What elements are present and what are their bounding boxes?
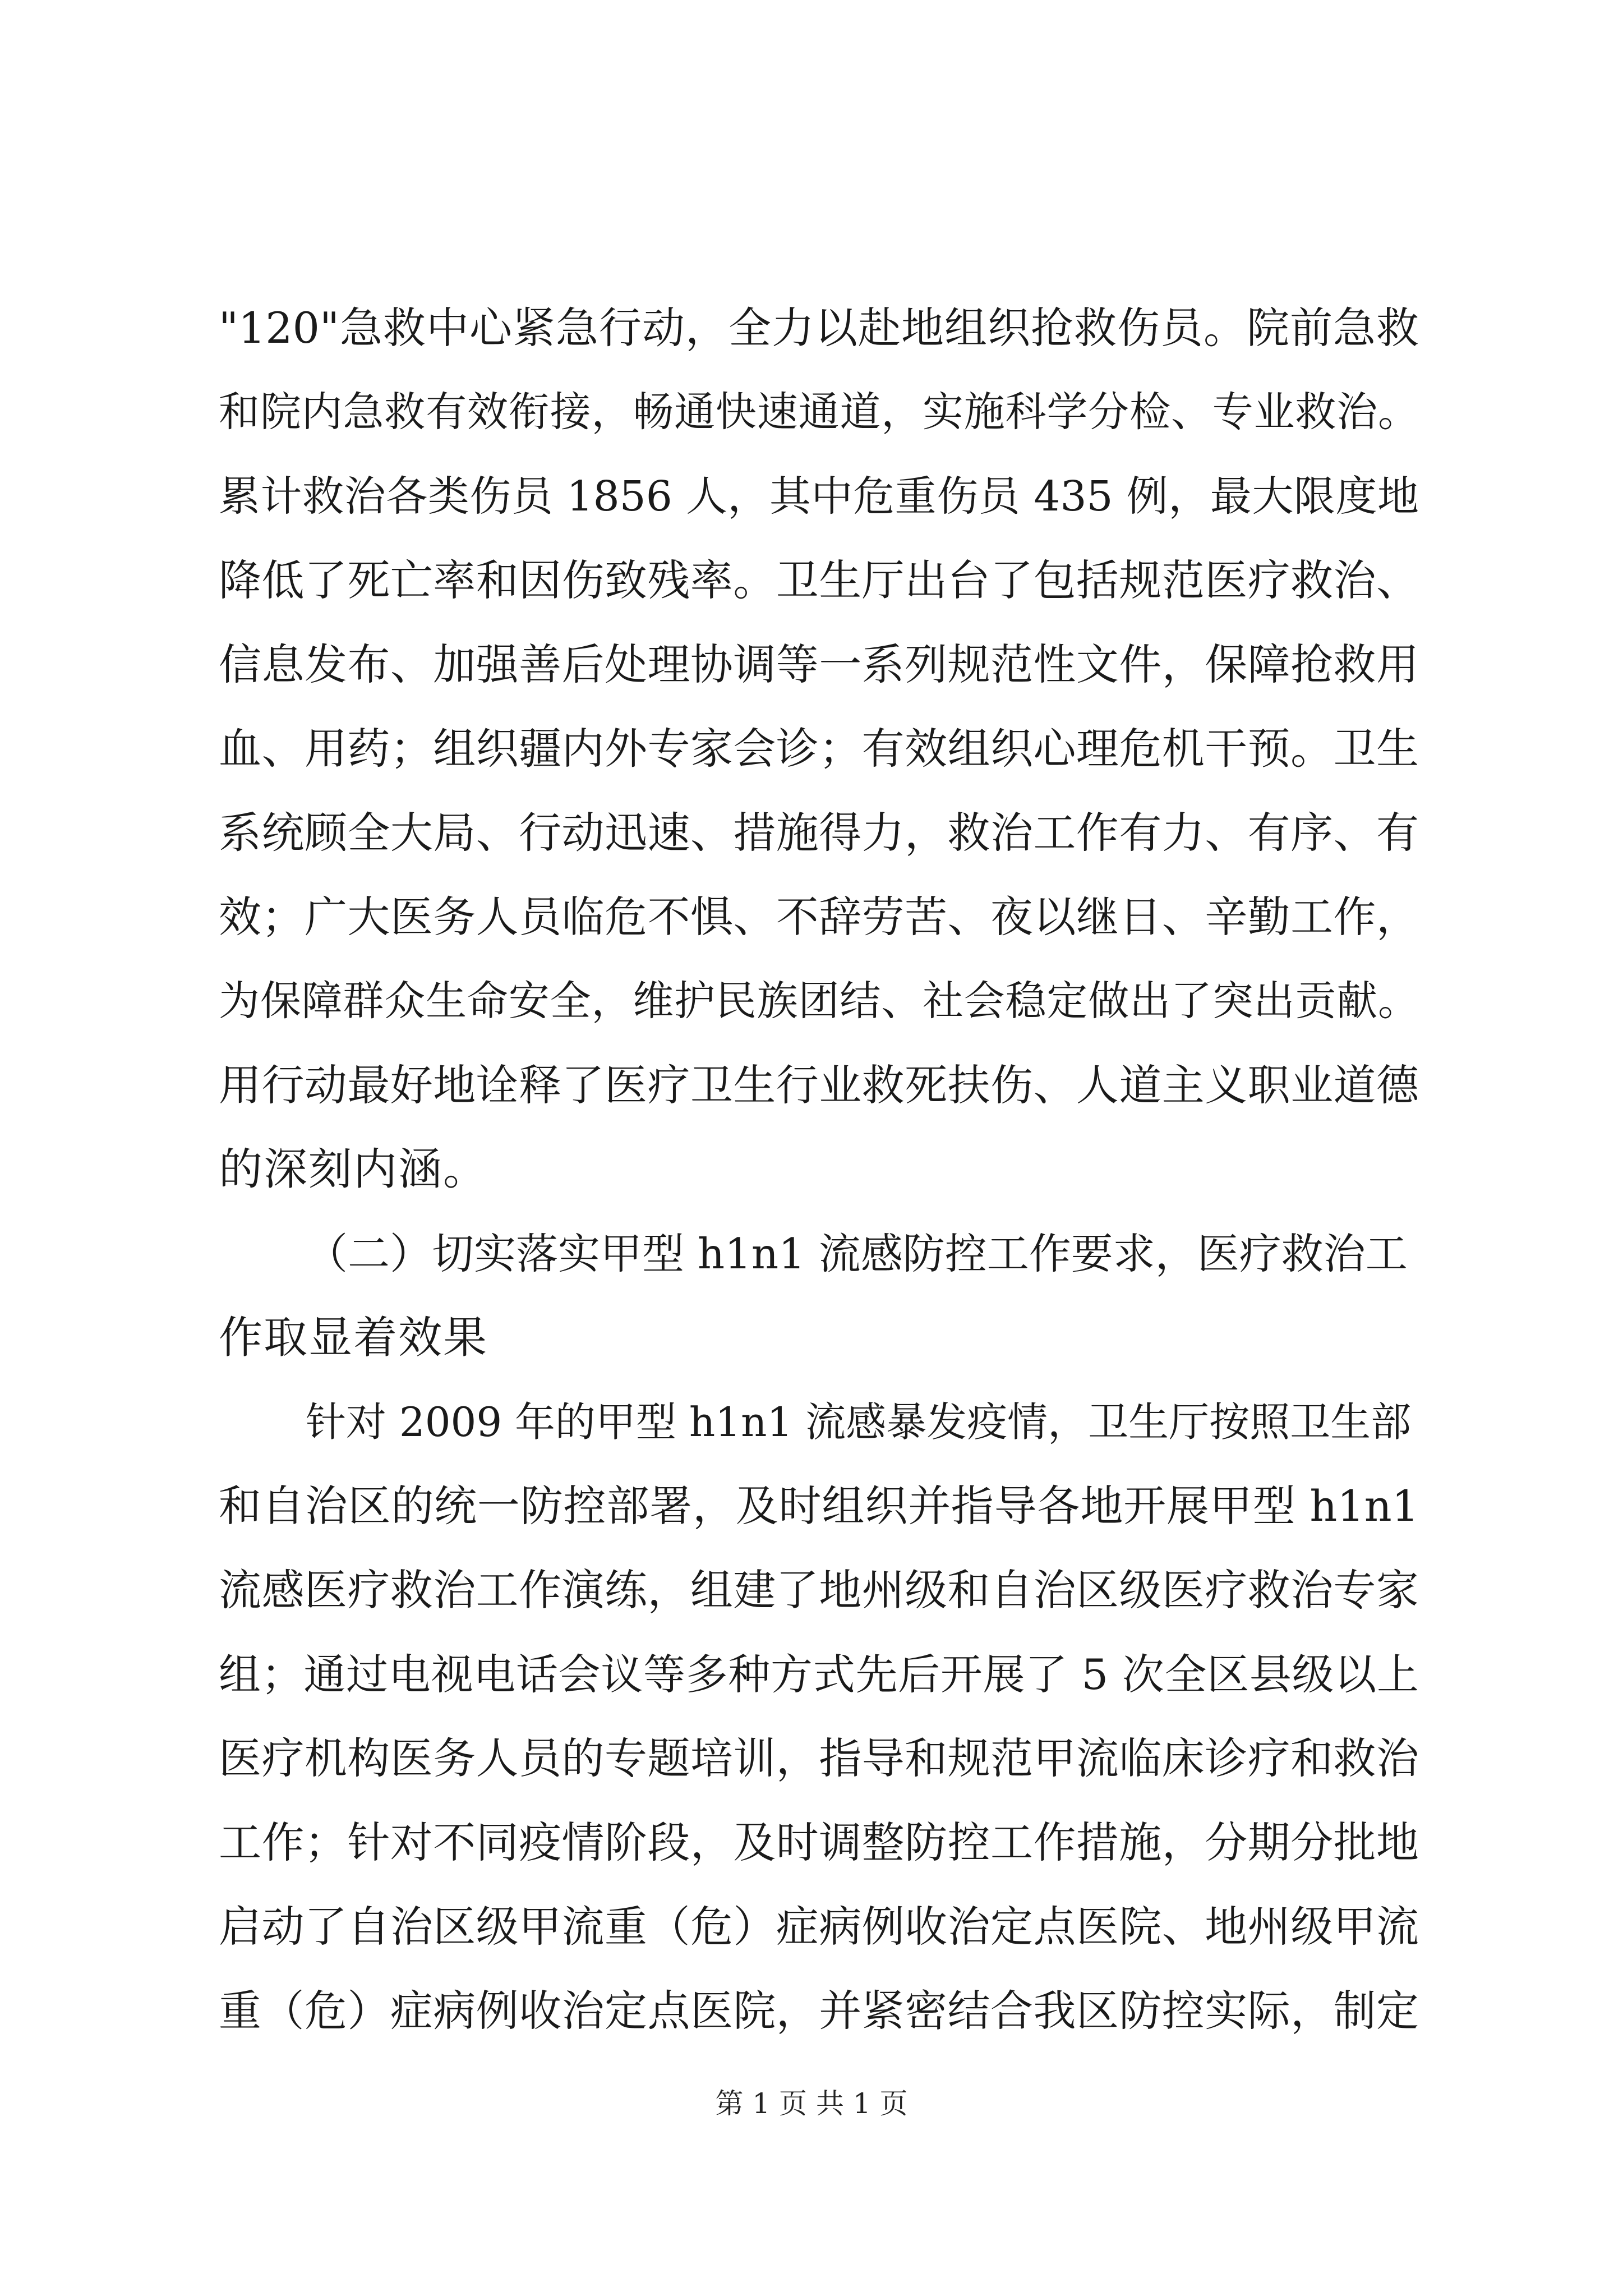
body-text-line: 血、用药；组织疆内外专家会诊；有效组织心理危机干预。卫生 — [219, 724, 1419, 774]
body-text-line: 医疗机构医务人员的专题培训，指导和规范甲流临床诊疗和救治 — [219, 1733, 1419, 1783]
body-text-line: 效；广大医务人员临危不惧、不辞劳苦、夜以继日、辛勤工作， — [219, 892, 1419, 942]
body-text-line: 信息发布、加强善后处理协调等一系列规范性文件，保障抢救用 — [219, 639, 1419, 689]
body-text-line: 启动了自治区级甲流重（危）症病例收治定点医院、地州级甲流 — [219, 1902, 1419, 1952]
body-text-line: 流感医疗救治工作演练，组建了地州级和自治区级医疗救治专家 — [219, 1565, 1419, 1615]
body-text-line: 针对 2009 年的甲型 h1n1 流感暴发疫情，卫生厅按照卫生部 — [306, 1398, 1412, 1446]
body-text-line: 用行动最好地诠释了医疗卫生行业救死扶伤、人道主义职业道德 — [219, 1060, 1419, 1110]
body-text-line: 累计救治各类伤员 1856 人，其中危重伤员 435 例，最大限度地 — [219, 472, 1419, 521]
body-text-line: "120"急救中心紧急行动，全力以赴地组织抢救伤员。院前急救 — [219, 303, 1419, 353]
body-text-line: 系统顾全大局、行动迅速、措施得力，救治工作有力、有序、有 — [219, 808, 1419, 858]
body-text-line: 工作；针对不同疫情阶段，及时调整防控工作措施，分期分批地 — [219, 1818, 1419, 1867]
body-text-line: 组；通过电视电话会议等多种方式先后开展了 5 次全区县级以上 — [219, 1650, 1419, 1699]
page-number-footer: 第 1 页 共 1 页 — [715, 2087, 908, 2120]
body-text-line: 的深刻内涵。 — [219, 1144, 488, 1195]
body-text-line: 为保障群众生命安全，维护民族团结、社会稳定做出了突出贡献。 — [219, 977, 1419, 1025]
section-heading-line: 作取显着效果 — [219, 1313, 488, 1363]
section-heading-line: （二）切实落实甲型 h1n1 流感防控工作要求，医疗救治工 — [306, 1229, 1408, 1278]
body-text-line: 和院内急救有效衔接，畅通快速通道，实施科学分检、专业救治。 — [219, 388, 1419, 436]
body-text-line: 和自治区的统一防控部署，及时组织并指导各地开展甲型 h1n1 — [219, 1481, 1419, 1531]
body-text-line: 重（危）症病例收治定点医院，并紧密结合我区防控实际，制定 — [219, 1986, 1419, 2036]
body-text-line: 降低了死亡率和因伤致残率。卫生厅出台了包括规范医疗救治、 — [219, 555, 1419, 605]
